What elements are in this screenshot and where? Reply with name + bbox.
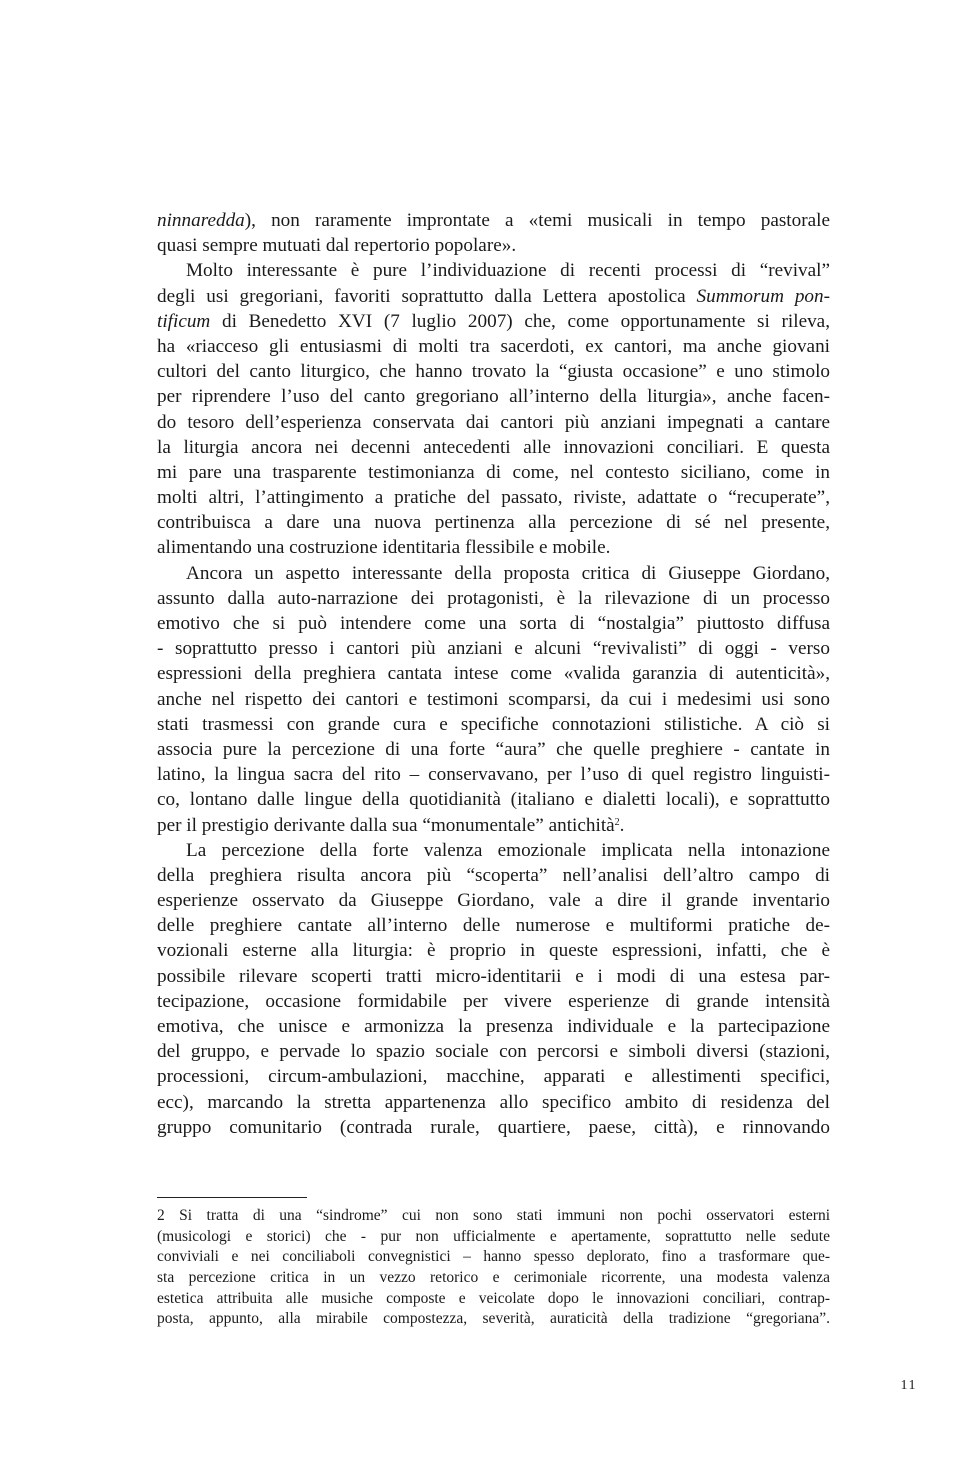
text-line: assunto dalla auto-narrazione dei protagonisti, è la rilevazione di un processo [157,587,830,609]
text-line: esperienze osservato da Giuseppe Giordano, vale a dire il grande inventario [157,890,830,912]
italic-term: ninnaredda [157,210,245,231]
footnote-line: 2 Si tratta di una “sindrome” cui non sono stati immuni non pochi osservatori esterni [157,1207,830,1224]
text-line: emotivo che si può intendere come una sorta di “nostalgia” piuttosto diffusa [157,613,830,634]
text-line: emotiva, che unisce e armonizza la presenza individuale e la partecipazione [157,1016,830,1037]
italic-title: tificum [157,310,211,332]
text-line: della preghiera risulta ancora più “scoperta” nell’analisi dell’altro campo di [157,864,830,886]
text-line: delle preghiere cantate all’interno delle numerose e multiformi pratiche de- [157,915,830,937]
text-line: molti altri, l’attingimento a pratiche del passato, riviste, adattate o “recuperate”, [157,487,830,509]
paragraph-start-line: Ancora un aspetto interessante della proposta critica di Giuseppe Giordano, [186,562,830,584]
paragraph-start-line: La percezione della forte valenza emozionale implicata nella intonazione [186,839,830,861]
text-line: tecipazione, occasione formidabile per vivere esperienze di grande intensità [157,990,830,1012]
text-line: anche nel rispetto dei cantori e testimoni scomparsi, da cui i medesimi usi sono [157,688,830,710]
text-line: degli usi gregoriani, favoriti soprattutto dalla Lettera apostolica Summorum pon- [157,285,830,307]
text-line: gruppo comunitario (contrada rurale, quartiere, paese, città), e rinnovando [157,1116,830,1138]
text-line: stati trasmessi con grande cura e specifiche connotazioni stilistiche. A ciò si [157,713,830,735]
footnote-separator [157,1197,307,1198]
text-line: possibile rilevare scoperti tratti micro-identitarii e i modi di una estesa par- [157,965,830,987]
text-line: del gruppo, e pervade lo spazio sociale con percorsi e simboli diversi (stazioni, [157,1041,830,1063]
italic-title: Summorum pon- [696,285,830,307]
text-line: co, lontano dalle lingue della quotidianità (italiano e dialetti locali), e soprattutto [157,789,830,811]
text-line: - soprattutto presso i cantori più anziani e alcuni “revivalisti” di oggi - verso [157,638,830,660]
footnote-line: (musicologi e storici) che - pur non ufficialmente e apertamente, soprattutto nelle sedute [157,1227,830,1245]
footnote [157,1206,830,1330]
text-line: ha «riacceso gli entusiasmi di molti tra sacerdoti, ex cantori, ma anche giovani [157,335,830,357]
text-line: associa pure la percezione di una forte “aura” che quelle preghiere - cantate in [157,738,830,760]
text-line: tificum di Benedetto XVI (7 luglio 2007) che, come opportunamente si rileva, [157,310,830,332]
text-line: per riprendere l’uso del canto gregoriano all’interno della liturgia», anche facen- [157,386,830,408]
text-line: processioni, circum-ambulazioni, macchine, apparati e allestimenti specifici, [157,1066,830,1088]
page-number: 11 [900,1378,917,1393]
text-line: quasi sempre mutuati dal repertorio popolare». [157,235,517,257]
paragraph-start-line: Molto interessante è pure l’individuazione di recenti processi di “revival” [186,260,830,282]
text-line: ecc), marcando la stretta appartenenza allo specifico ambito di residenza del [157,1091,830,1113]
body-text [157,208,830,1140]
text-line: per il prestigio derivante dalla sua “monumentale” antichità$^2$. [157,814,625,836]
text-line: vozionali esterne alla liturgia: è proprio in queste espressioni, infatti, che è [157,940,830,962]
text-line: mi pare una trasparente testimonianza di come, nel contesto siciliano, come in [157,461,830,483]
footnote-line: estetica attribuita alle musiche composte e veicolate dopo le innovazioni conciliari, contrap- [157,1289,830,1307]
text-line: contribuisca a dare una nuova pertinenza alla percezione di sé nel presente, [157,512,830,534]
footnote-reference[interactable]: 2 [614,816,620,828]
text-line: cultori del canto liturgico, che hanno trovato la “giusta occasione” e uno stimolo [157,361,830,383]
text-line: la liturgia ancora nei decenni antecedenti alle innovazioni conciliari. E questa [157,436,830,458]
text-line: ninnaredda), non raramente improntate a «temi musicali in tempo pastorale [157,210,830,231]
text-line: espressioni della preghiera cantata intese come «valida garanzia di autenticità», [157,663,830,685]
footnote-line: posta, appunto, alla mirabile compostezza, severità, auraticità della tradizione “gregoriana”. [157,1310,830,1328]
text-line: latino, la lingua sacra del rito – conservavano, per l’uso di quel registro linguisti- [157,764,830,786]
text-line: alimentando una costruzione identitaria flessibile e mobile. [157,537,611,559]
footnote-line: conviviali e nei conciliaboli convegnistici – hanno spesso deplorato, fino a trasformare que- [157,1248,830,1266]
footnote-line: sta percezione critica in un vezzo retorico e cerimoniale ricorrente, una modesta valenza [157,1269,830,1287]
text-line: do tesoro dell’esperienza conservata dai cantori più anziani impegnati a cantare [157,411,830,433]
